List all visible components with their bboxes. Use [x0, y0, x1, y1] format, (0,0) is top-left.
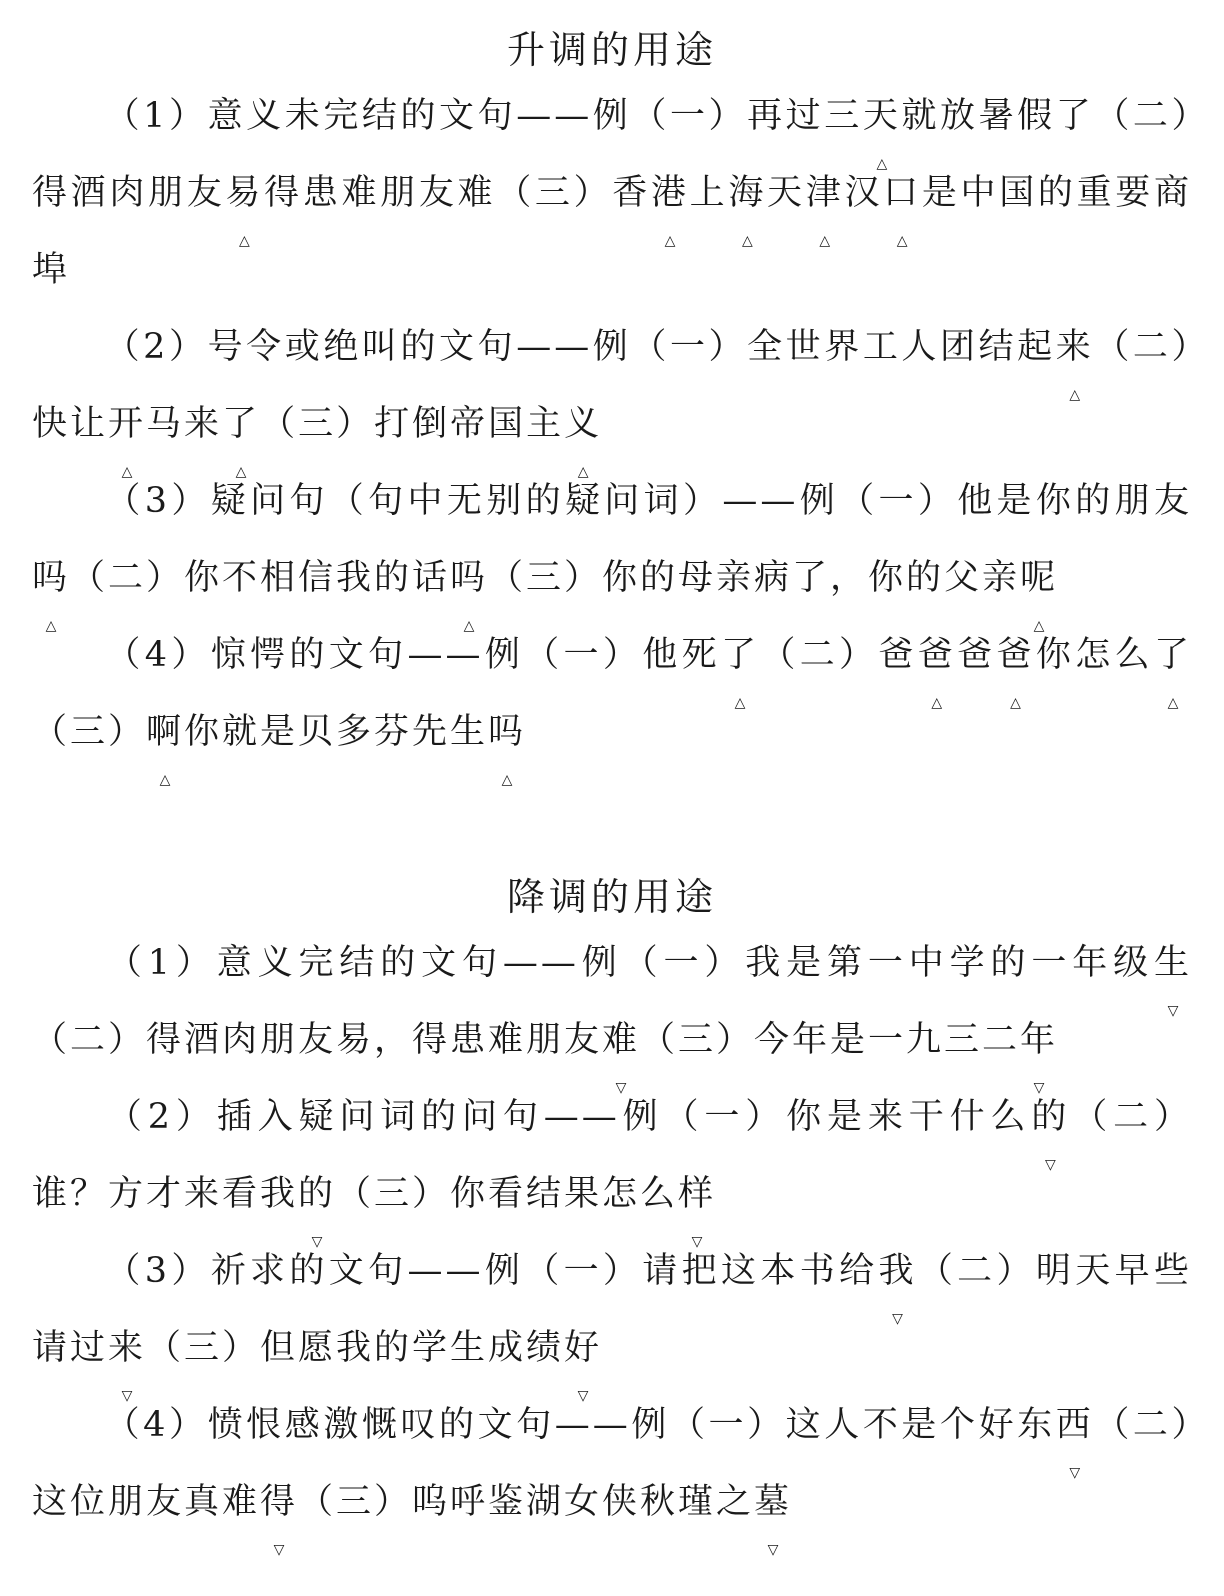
rising-tone-mark: 天 △: [863, 78, 901, 155]
paragraph-text: [32, 635, 1192, 752]
text-segment: （二）这位朋友真难: [32, 1405, 1192, 1522]
rising-tone-mark: 了 △: [222, 386, 260, 463]
rising-tone-mark: 易 △: [225, 155, 263, 232]
rising-tone-section: [32, 78, 1192, 771]
rising-item-3: [32, 463, 1192, 617]
text-segment: （二）得酒肉朋友易，得患难朋友: [32, 1020, 603, 1060]
rising-tone-mark: 海 △: [728, 155, 766, 232]
falling-tone-section: [32, 925, 1192, 1541]
rising-tone-mark: 了 △: [721, 617, 759, 694]
paragraph-text: [32, 327, 1192, 444]
rising-tone-mark: 吗 △: [450, 540, 488, 617]
paragraph-text: [32, 943, 1192, 1060]
falling-item-2: [32, 1079, 1192, 1233]
text-segment: （二）快让: [32, 327, 1192, 444]
rising-tone-mark: 啊 △: [146, 694, 184, 771]
text-segment: （1）意义未完结的文句——例（一）再过三: [104, 96, 863, 136]
document-page: [32, 22, 1192, 1541]
text-segment: 汉: [843, 173, 884, 213]
falling-tone-heading: 降调的用途: [506, 875, 717, 919]
paragraph-text: [32, 481, 1192, 598]
text-segment: （三）今年是一九三二: [640, 1020, 1021, 1060]
text-segment: （三）: [32, 712, 147, 752]
rising-tone-heading: 升调的用途: [506, 28, 717, 72]
paragraph-text: [32, 1405, 1192, 1522]
falling-tone-mark: 年 ▽: [1020, 1002, 1058, 1079]
falling-tone-mark: 来 ▽: [108, 1310, 146, 1387]
falling-item-3: [32, 1233, 1192, 1387]
text-segment: （1）意义完结的文句——例（一）我是第一中学的一年级: [104, 943, 1154, 983]
text-segment: （2）号令或绝叫的文句——例（一）全世界工人团结起: [104, 327, 1056, 367]
text-segment: （4）惊愕的文句——例（一）他死: [104, 635, 721, 675]
rising-tone-mark: 港 △: [651, 155, 689, 232]
text-segment: 是中国的重要商埠: [32, 173, 1192, 290]
text-segment: （4）愤恨感激慨叹的文句——例（一）这人不是个好东: [104, 1405, 1056, 1445]
text-segment: （二）明天早些请过: [32, 1251, 1192, 1368]
paragraph-text: [32, 1251, 1192, 1368]
text-segment: 天: [766, 173, 806, 213]
rising-tone-mark: 了 △: [1154, 617, 1192, 694]
falling-item-4: [32, 1387, 1192, 1541]
rising-item-4: [32, 617, 1192, 771]
rising-tone-mark: 爸 △: [918, 617, 956, 694]
text-segment: （三）打倒帝国主: [260, 404, 565, 444]
rising-tone-mark: 吗 △: [32, 540, 70, 617]
rising-tone-mark: 来 △: [1056, 309, 1094, 386]
falling-tone-mark: 的 ▽: [1031, 1079, 1069, 1156]
rising-tone-mark: 义 △: [564, 386, 602, 463]
falling-tone-mark: 生 ▽: [1154, 925, 1192, 1002]
falling-tone-mark: 样 ▽: [678, 1156, 716, 1233]
rising-tone-mark: 开 △: [108, 386, 146, 463]
rising-item-1: [32, 78, 1192, 309]
falling-tone-mark: 难 ▽: [602, 1002, 640, 1079]
text-segment: （二）爸: [758, 635, 918, 675]
text-segment: （三）呜呼鉴湖女侠秋瑾之: [298, 1482, 755, 1522]
text-segment: （3）祈求的文句——例（一）请把这本书给: [104, 1251, 879, 1291]
rising-tone-mark: 口 △: [883, 155, 921, 232]
falling-tone-mark: 的 ▽: [298, 1156, 336, 1233]
text-segment: 上: [688, 173, 729, 213]
rising-tone-mark: 津 △: [806, 155, 844, 232]
rising-item-2: [32, 309, 1192, 463]
paragraph-text: [32, 96, 1192, 290]
text-segment: （3）疑问句（句中无别的疑问词）——例（一）他是你的朋友: [104, 481, 1192, 521]
text-segment: 得患难朋友难（三）香: [263, 173, 651, 213]
paragraph-text: [32, 1097, 1192, 1214]
falling-tone-mark: 好 ▽: [564, 1310, 602, 1387]
text-segment: 你怎么: [1034, 635, 1154, 675]
text-segment: （三）你的母亲病了，你的父亲: [488, 558, 1021, 598]
falling-tone-mark: 西 ▽: [1056, 1387, 1094, 1464]
text-segment: 你就是贝多芬先生: [184, 712, 489, 752]
text-segment: 马来: [146, 404, 223, 444]
text-segment: （2）插入疑问词的问句——例（一）你是来干什么: [104, 1097, 1032, 1137]
text-segment: （三）你看结果怎么: [336, 1174, 679, 1214]
text-segment: 就放暑假了（二）得酒肉朋友: [32, 96, 1192, 213]
text-segment: 爸: [955, 635, 997, 675]
text-segment: （三）但愿我的学生成绩: [146, 1328, 565, 1368]
rising-tone-mark: 呢 △: [1020, 540, 1058, 617]
falling-tone-mark: 我 ▽: [878, 1233, 916, 1310]
falling-tone-mark: 得 ▽: [260, 1464, 298, 1541]
text-segment: （二）你不相信我的话: [70, 558, 451, 598]
falling-tone-mark: 墓 ▽: [754, 1464, 792, 1541]
rising-tone-mark: 吗 △: [488, 694, 526, 771]
falling-item-1: [32, 925, 1192, 1079]
rising-tone-mark: 爸 △: [997, 617, 1035, 694]
text-segment: （二）谁？方才来看我: [32, 1097, 1192, 1214]
